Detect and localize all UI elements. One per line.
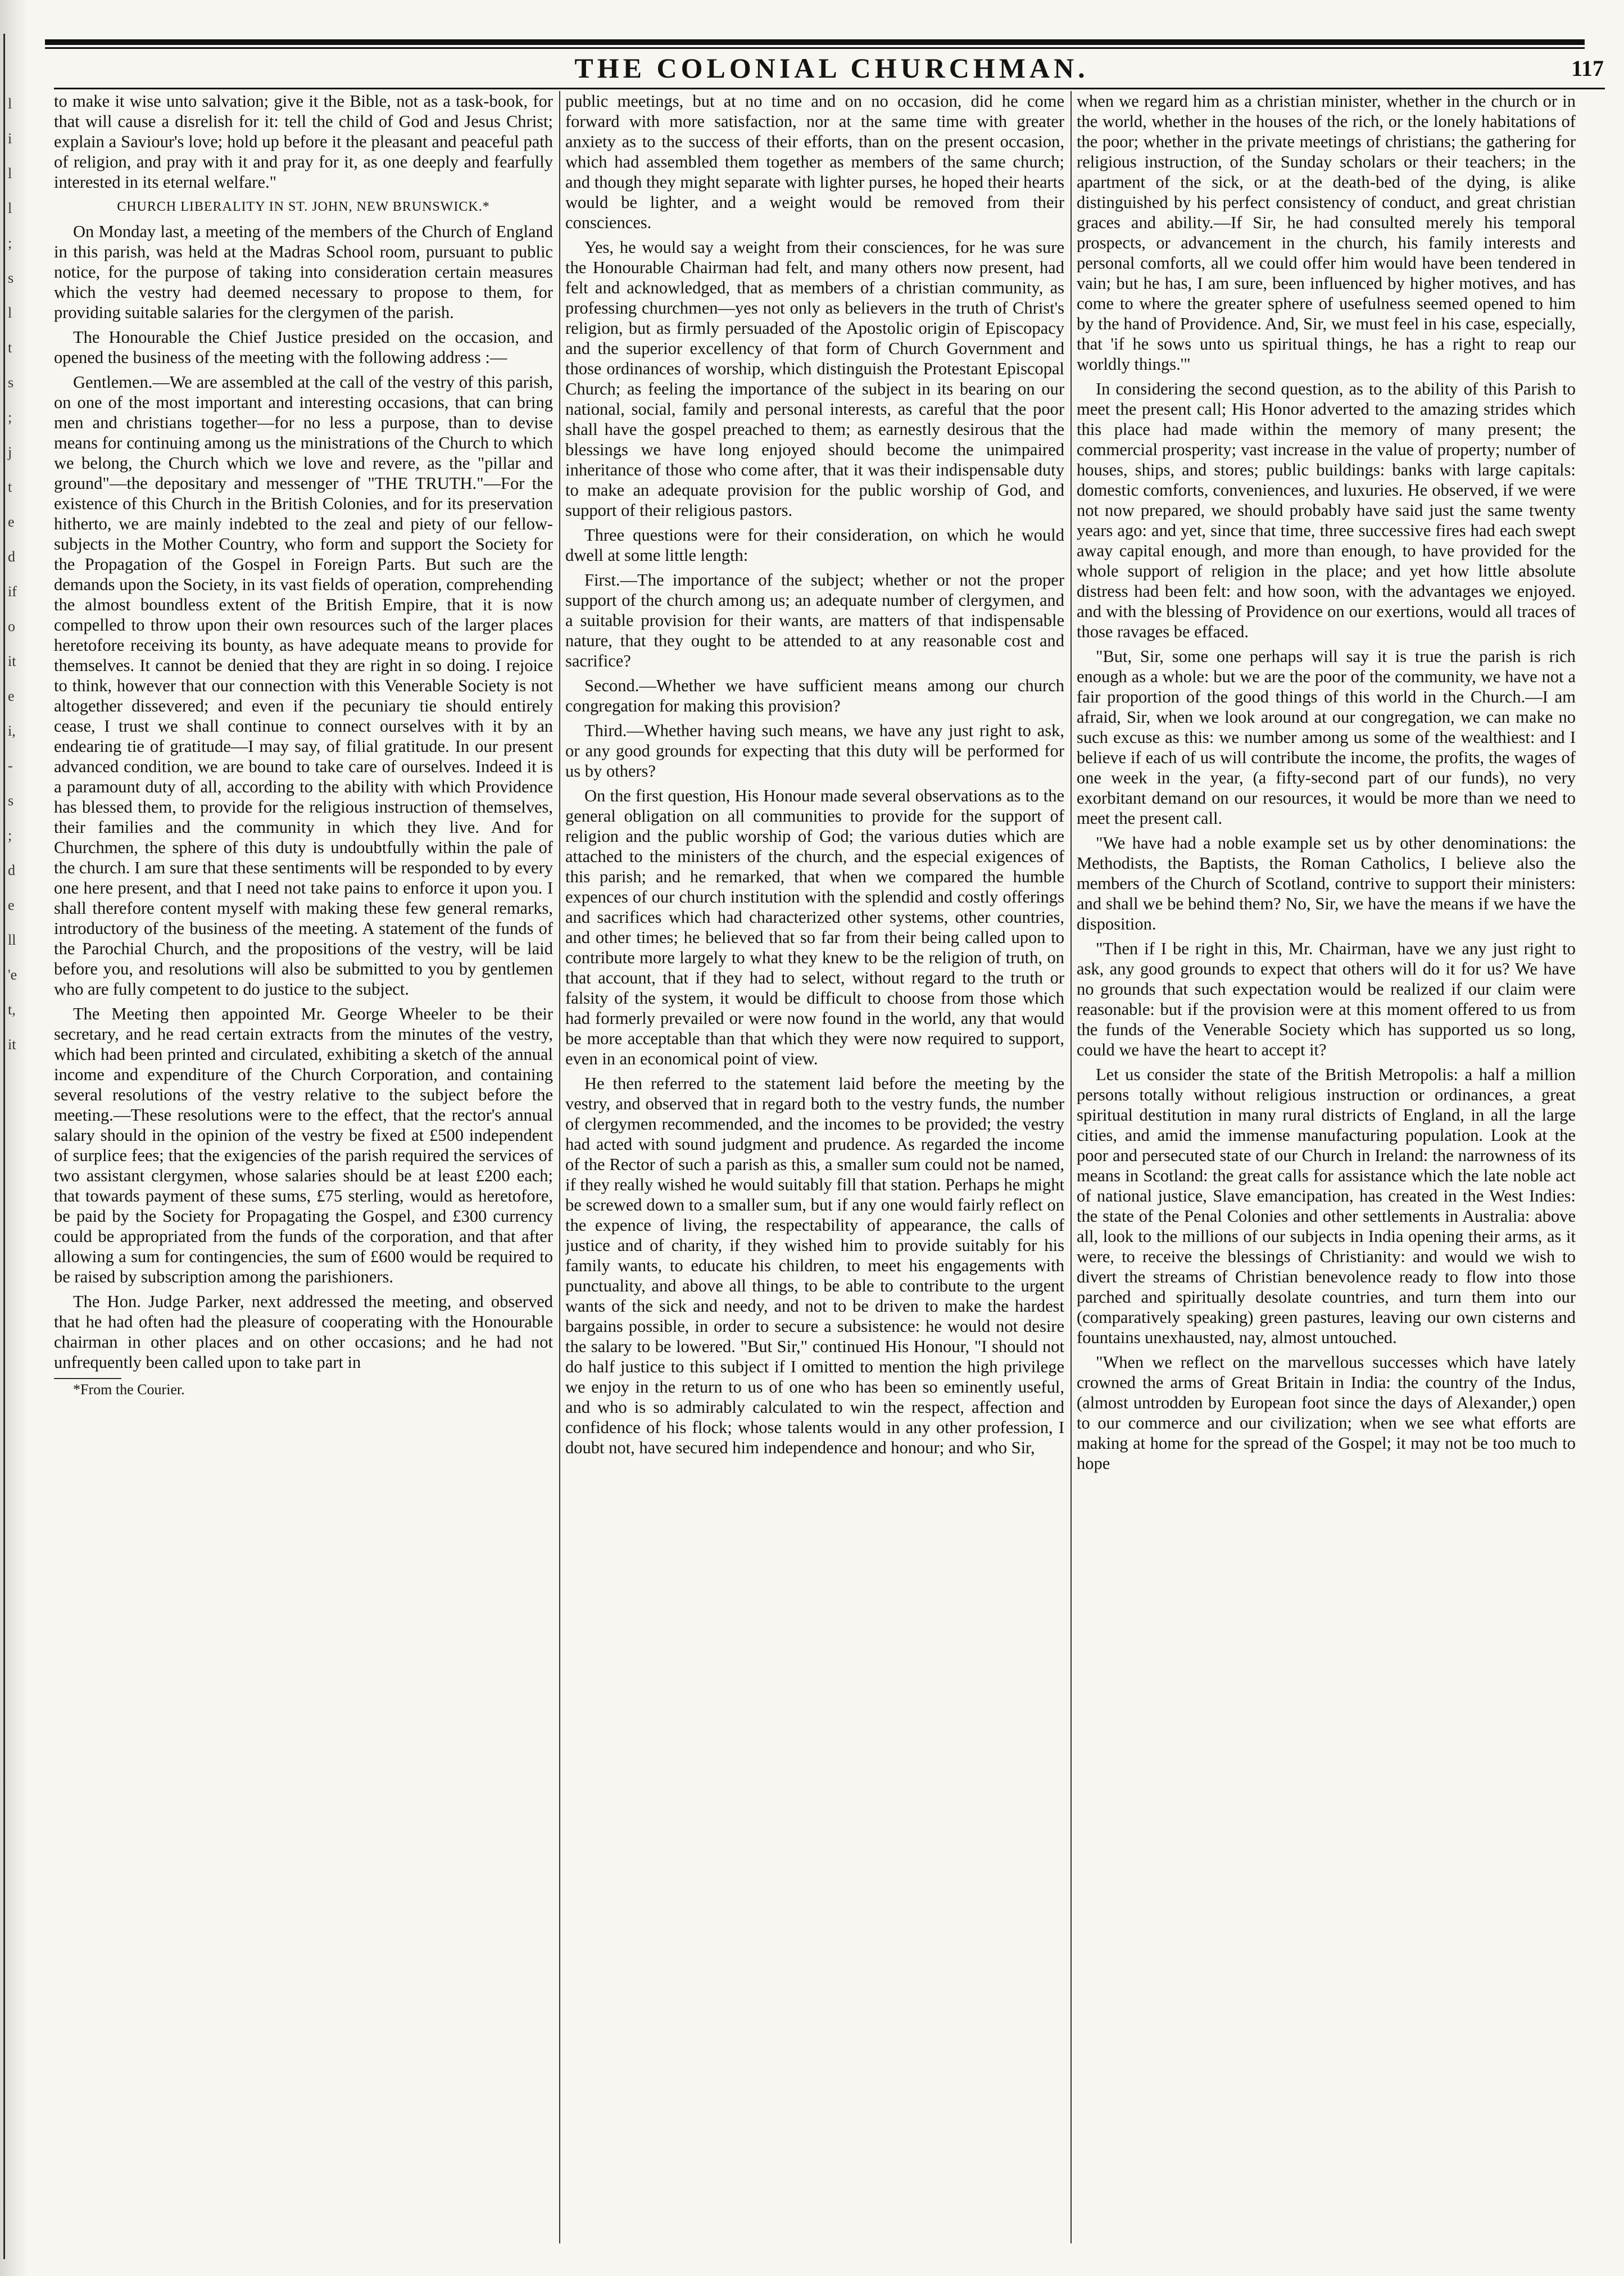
bleed-letter: l (8, 165, 12, 182)
paragraph: Third.—Whether having such means, we have any just right to ask, or any good grounds for expecting that this duty will be performed for us by others? (565, 721, 1064, 781)
bleed-through-letters (8, 96, 21, 1071)
bleed-letter: it (8, 1036, 16, 1053)
bleed-letter: j (8, 444, 12, 460)
paragraph: to make it wise unto salvation; give it the Bible, not as a task-book, for that will cause a disrelish for it: tell the child of God and Jesus Christ; explain a Saviour's love; hold up before it the pleasant and peaceful path of religion, and pray with it and pray for it, as one deeply and fearfully interested in its eternal welfare." (54, 92, 553, 192)
paragraph: First.—The importance of the subject; whether or not the proper support of the church among us; an adequate number of clergymen, and a suitable provision for their wants, are matters of that indispensable nature, that they ought to be attended to at any reasonable cost and sacrifice? (565, 570, 1064, 670)
bleed-letter: s (8, 792, 14, 809)
paragraph: "But, Sir, some one perhaps will say it is true the parish is rich enough as a whole: but we are the poor of the community, we have not a fair proportion of the good things of this world in the Church.—I am afraid, Sir, when we look around at our congregation, we can make no such excuse as this: we number among us some of the wealthiest: and I believe if each of us will contribute the income, the profits, the wages of one week in the year, (a fifty-second part of our funds), no very exorbitant demand on our resources, it would be more than we need to meet the present call. (1077, 647, 1576, 828)
bleed-letter: s (8, 374, 14, 391)
paragraph: Second.—Whether we have sufficient means among our church congregation for making this provision? (565, 676, 1064, 715)
bleed-letter: d (8, 862, 15, 878)
masthead-rule-thin (45, 47, 1585, 49)
bleed-letter: l (8, 96, 12, 112)
footnote: *From the Courier. (73, 1381, 185, 1398)
masthead-rule-thick (45, 39, 1585, 45)
footnote-rule (54, 1378, 121, 1379)
bleed-letter: ; (8, 409, 12, 425)
paragraph: The Meeting then appointed Mr. George Wheeler to be their secretary, and he read certain extracts from the minutes of the vestry, which had been printed and circulated, exhibiting a sketch of the annual income and expenditure of the Church Corporation, and containing several resolutions of the vestry relative to the subject before the meeting.—These resolutions were to the effect, that the rector's annual salary should in the opinion of the vestry be fixed at £500 independent of surplice fees; that the exigencies of the parish required the services of two assistant clergymen, whose salaries should be at least £200 each; that towards payment of these sums, £75 sterling, would as heretofore, be paid by the Society for Propagating the Gospel, and £300 currency could be appropriated from the funds of the corporation, and that after allowing a sum for contingencies, the sum of £600 would be required to be raised by subscription among the parishioners. (54, 1004, 553, 1286)
bleed-letter: l (8, 305, 12, 321)
bleed-letter: i (8, 130, 12, 147)
bleed-letter: ; (8, 827, 12, 844)
paragraph: On the first question, His Honour made several observations as to the general obligation on all communities to provide for the support of religion and the public worship of God; the various duties which are attached to the ministers of the church, and the especial exigences of this parish; and he remarked, that when we compared the humble expences of our church institution with the splendid and costly offerings and sacrifices which had characterized other systems, other countries, and other times; he believed that so far from their being called upon to contribute more largely to what they knew to be the religion of truth, on that account, that if they had to select, without regard to the truth or falsity of the system, it would be difficult to choose from those which had formerly prevailed or were now found in the world, any that would be more acceptable than that which they were now required to support, even in an economical point of view. (565, 786, 1064, 1068)
bleed-letter: it (8, 653, 16, 669)
page-number: 117 (1571, 56, 1604, 81)
bleed-letter: ll (8, 932, 16, 948)
bleed-letter: i, (8, 723, 16, 739)
bleed-letter: e (8, 688, 15, 704)
paragraph: "We have had a noble example set us by other denominations: the Methodists, the Baptists, the Roman Catholics, I believe also the members of the Church of Scotland, contrive to support their ministers: and shall we be behind them? No, Sir, we have the means if we have the disposition. (1077, 833, 1576, 933)
bleed-letter: e (8, 897, 15, 913)
bleed-letter: s (8, 270, 14, 286)
column-2 (565, 91, 1064, 2243)
bleed-letter: l (8, 200, 12, 216)
bleed-letter: 'e (8, 967, 17, 983)
paragraph: Yes, he would say a weight from their consciences, for he was sure the Honourable Chairman had felt, and many others now present, had felt and acknowledged, that as members of a christian community, as professing churchmen—yes not only as believers in the truth of Christ's religion, but as firmly persuaded of the Apostolic origin of Episcopacy and the superior excellency of that form of Church Government and those ordinances of worship, which distinguish the Protestant Episcopal Church; as feeling the importance of the subject in its bearing on our national, social, family and personal interests, as careful that the poor shall have the gospel preached to them; as earnestly desirous that the blessings we have long enjoyed should become the unimpaired inheritance of those who come after, that it was their indispensable duty to make an adequate provision for the public worship of God, and support of their religious pastors. (565, 238, 1064, 520)
bleed-letter: e (8, 514, 15, 530)
paragraph: On Monday last, a meeting of the members of the Church of England in this parish, was held at the Madras School room, pursuant to public notice, for the purpose of taking into consideration certain measures which the vestry had deemed necessary to propose to them, for providing suitable salaries for the clergymen of the parish. (54, 222, 553, 322)
bleed-letter: ; (8, 235, 12, 251)
paragraph: He then referred to the statement laid before the meeting by the vestry, and observed that in regard both to the vestry funds, the number of clergymen recommended, and the incomes to be provided; the vestry had acted with sound judgment and prudence. As regarded the income of the Rector of such a parish as this, a smaller sum could not be named, if they really wished he would suitably fill that station. Perhaps he might be screwed down to a smaller sum, but if any one would fairly reflect on the expence of living, the respectability of appearance, the calls of justice and of charity, if they wished him to provide suitably for his family wants, to educate his children, to meet his engagements with punctuality, and above all things, to be able to contribute to the urgent wants of the sick and needy, and not to be driven to make the hardest bargains possible, in order to secure a subsistence: he would not desire the salary to be lowered. "But Sir," continued His Honour, "I should not do half justice to this subject if I omitted to mention the high privilege we enjoy in the return to us of one who has been so eminently useful, and who is so admirably calculated to win the respect, affection and confidence of his flock; whose talents would in any other profession, I doubt not, have secured him independence and honour; and who Sir, (565, 1074, 1064, 1457)
paragraph: The Honourable the Chief Justice presided on the occasion, and opened the business of the meeting with the following address :— (54, 328, 553, 367)
bleed-letter: t, (8, 1001, 16, 1018)
bleed-letter: t (8, 339, 12, 356)
column-divider (559, 91, 560, 2243)
paragraph: The Hon. Judge Parker, next addressed the meeting, and observed that he had often had the pleasure of cooperating with the Honourable chairman in other places and on other occasions; and he had not unfrequently been called upon to take part in (54, 1292, 553, 1372)
paragraph: when we regard him as a christian minister, whether in the church or in the world, whether in the houses of the rich, or the lonely habitations of the poor; whether in the private meetings of christians; the gathering for religious instruction, of the Sunday scholars or their teachers; in the apartment of the sick, or at the death-bed of the dying, is alike distinguished by his perfect consistency of conduct, and great christian graces and ability.—If Sir, he had consulted merely his temporal prospects, or advancement in the church, his family interests and personal comforts, all we could offer him would have been tendered in vain; but he has, I am sure, been influenced by higher motives, and has come to where the greater sphere of usefulness seemed opened to him by the hand of Providence. And, Sir, we must feel in his case, especially, that 'if he sows unto us spiritual things, he has a right to reap our worldly things.'" (1077, 92, 1576, 374)
column-3 (1077, 91, 1576, 2243)
article-heading: CHURCH LIBERALITY IN ST. JOHN, NEW BRUNSWICK.* (117, 200, 490, 214)
paragraph: Let us consider the state of the British Metropolis: a half a million persons totally without religious instruction or ordinances, a great spiritual destitution in many rural districts of England, in all the large cities, and amid the immense manufacturing population. Look at the poor and persecuted state of our Church in Ireland: the narrowness of its means in Scotland: the great calls for assistance which the late noble act of national justice, Slave emancipation, has created in the West Indies: the state of the Penal Colonies and other settlements in Australia: above all, look to the millions of our subjects in India opening their arms, as it were, to receive the blessings of Christianity: and would we wish to divert the streams of Christian benevolence ready to flow into those parched and spiritually desolate countries, and turn them into our (comparatively speaking) green pastures, leaving our own cisterns and fountains unexhausted, nay, almost untouched. (1077, 1065, 1576, 1347)
column-divider (1070, 91, 1072, 2243)
gutter-rule (3, 34, 5, 2259)
paragraph: Three questions were for their consideration, on which he would dwell at some little length: (565, 525, 1064, 565)
publication-title: THE COLONIAL CHURCHMAN. (574, 52, 1089, 84)
paragraph: public meetings, but at no time and on no occasion, did he come forward with more satisfaction, nor at the same time with greater anxiety as to the success of their efforts, than on the present occasion, which had assembled them together as members of the same church; and though they might separate with lighter purses, he hoped their hearts would be lighter, and a weight would be removed from their consciences. (565, 92, 1064, 232)
bleed-letter: if (8, 583, 17, 600)
bleed-letter: o (8, 618, 15, 634)
bleed-letter: - (8, 758, 13, 774)
column-1 (54, 91, 553, 2243)
bleed-letter: d (8, 548, 15, 565)
paragraph: "Then if I be right in this, Mr. Chairman, have we any just right to ask, any good grounds to expect that others will do it for us? We have no grounds that such expectation would be realized if our claim were reasonable: but if the provision were at this moment offered to us from the funds of the Venerable Society which has supported us so long, could we have the heart to accept it? (1077, 939, 1576, 1059)
paragraph: "When we reflect on the marvellous successes which have lately crowned the arms of Great Britain in India: the country of the Indus, (almost untrodden by European foot since the days of Alexander,) open to our commerce and our civilization; when we see what efforts are making at home for the spread of the Gospel; it may not be too much to hope (1077, 1353, 1576, 1473)
header-rule (54, 88, 1605, 89)
address-text: Gentlemen.—We are assembled at the call of the vestry of this parish, on one of the most important and interesting occasions, that can bring men and christians together—for no less a purpose, than to devise means for continuing among us the ministrations of the Church to which we belong, the Church which we love and revere, as the "pillar and ground"—the depositary and messenger of "THE TRUTH."—For the existence of this Church in the British Colonies, and for its preservation hitherto, we are mainly indebted to the zeal and piety of our fellow-subjects in the Mother Country, who form and support the Society for the Propagation of the Gospel in Foreign Parts. But such are the demands upon the Society, in its vast fields of operation, comprehending the almost boundless extent of the British Empire, that it is now compelled to throw upon their own resources such of the larger places heretofore receiving its bounty, as have adequate means to provide for themselves. It cannot be denied that they are right in so doing. I rejoice to think, however that our connection with this Venerable Society is not altogether dissevered; and even if the pecuniary tie should entirely cease, I trust we shall continue to connect ourselves with it by an endearing tie of gratitude—I may say, of filial gratitude. In our present advanced condition, we are bound to take care of ourselves. Indeed it is a paramount duty of all, according to the ability with which Providence has blessed them, to provide for the religious instruction of themselves, their families and the community in which they live. And for Churchmen, the sphere of this duty is undoubtfully within the pale of the church. I am sure that these sentiments will be responded to by every one here present, and that I need not take pains to enforce it upon you. I shall therefore content myself with making these few general remarks, introductory of the business of the meeting. A statement of the funds of the Parochial Church, and the propositions of the vestry, will be laid before you, and resolutions will also be submitted to you by gentlemen who are fully competent to do justice to the subject. (54, 373, 553, 999)
paragraph: In considering the second question, as to the ability of this Parish to meet the present call; His Honor adverted to the amazing strides which this place had made within the memory of many present; the commercial prosperity; vast increase in the value of property; number of houses, ships, and stores; public buildings: banks with large capitals: domestic comforts, conveniences, and luxuries. He observed, if we were not now prepared, we should probably have said just the same twenty years ago: and yet, since that time, three successive fires had each swept away capital enough, and more than enough, to have provided for the whole support of religion in the place; and yet how little absolute distress had been felt: and how soon, with the advantages we enjoyed. and with the blessing of Providence on our exertions, would all traces of those ravages be effaced. (1077, 379, 1576, 641)
article-columns (54, 91, 1605, 2249)
bleed-letter: t (8, 479, 12, 495)
